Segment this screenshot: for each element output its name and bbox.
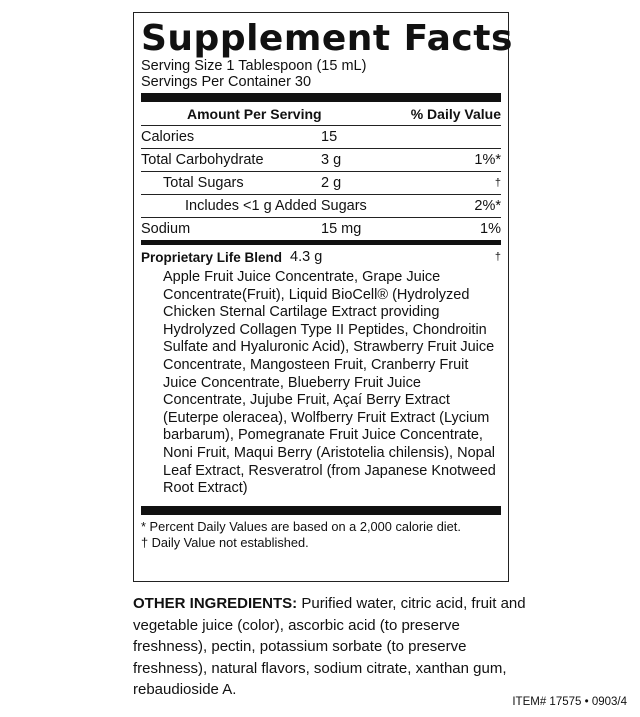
blend-row [141,245,501,269]
footnotes [141,519,501,551]
nutrient-dv: † [494,177,501,189]
blend-amount: 4.3 g [290,249,323,265]
nutrient-label: Total Sugars [163,175,244,191]
nutrient-row-sodium [141,218,501,240]
amount-per-serving-header: Amount Per Serving [187,105,322,122]
blend-label: Proprietary Life Blend [141,249,283,265]
daily-value-header: % Daily Value [410,105,501,122]
nutrient-row-calories [141,126,501,149]
serving-size: Serving Size 1 Tablespoon (15 mL) [141,58,367,74]
nutrient-dv: 2%* [474,198,501,214]
nutrient-row-sugars [141,172,501,195]
other-ingredients-heading: OTHER INGREDIENTS: [133,595,298,612]
divider-thick [141,93,501,102]
nutrient-row-added-sugars [141,195,501,218]
table-header [141,102,501,126]
panel-title: Supplement Facts [141,18,513,59]
footnote-dv-not-established: † Daily Value not established. [141,534,309,550]
nutrient-label: Sodium [141,221,191,237]
nutrient-label: Calories [141,129,195,145]
nutrient-label: Total Carbohydrate [141,152,264,168]
nutrient-dv: 1%* [474,152,501,168]
item-code: ITEM# 17575 • 0903/4 [512,696,627,708]
footnote-percent-dv: * Percent Daily Values are based on a 2,000 calorie diet. [141,518,461,534]
nutrient-amount: 15 [321,129,338,145]
other-ingredients-text: Purified water, citric acid, fruit and vegetable juice (color), ascorbic acid (to preserve freshness), pectin, potassium sorbate (to preserve freshness), natural flavors, sodium citrate, xanthan gum, rebaudioside A. [133,595,526,698]
blend-ingredients: Apple Fruit Juice Concentrate, Grape Juice Concentrate(Fruit), Liquid BioCell® (Hydrolyzed Chicken Sternal Cartilage Extract providing Hydrolyzed Collagen Type II Peptides, Chondroitin Sulfate and Hyaluronic Acid), Strawberry Fruit Juice Concentrate, Mangosteen Fruit, Cranberry Fruit Juice Concentrate, Blueberry Fruit Juice Concentrate, Jujube Fruit, Açaí Berry Extract (Euterpe oleracea), Wolfberry Fruit Extract (Lycium barbarum), Pomegranate Fruit Juice Concentrate, Noni Fruit, Maqui Berry (Aristotelia chilensis), Nopal Leaf Extract, Resveratrol (from Japanese Knotweed Root Extract) [163,269,496,497]
servings-per-container: Servings Per Container 30 [141,74,312,90]
divider-thick-bottom [141,506,501,515]
other-ingredients [133,593,528,701]
supplement-facts-panel [133,12,513,582]
nutrient-amount: 3 g [321,152,342,168]
nutrient-label: Includes <1 g Added Sugars [185,198,367,214]
nutrient-row-carbohydrate [141,149,501,172]
nutrient-amount: 15 mg [321,221,362,237]
blend-dv: † [494,251,501,263]
nutrient-dv: 1% [480,221,501,237]
nutrient-amount: 2 g [321,175,342,191]
